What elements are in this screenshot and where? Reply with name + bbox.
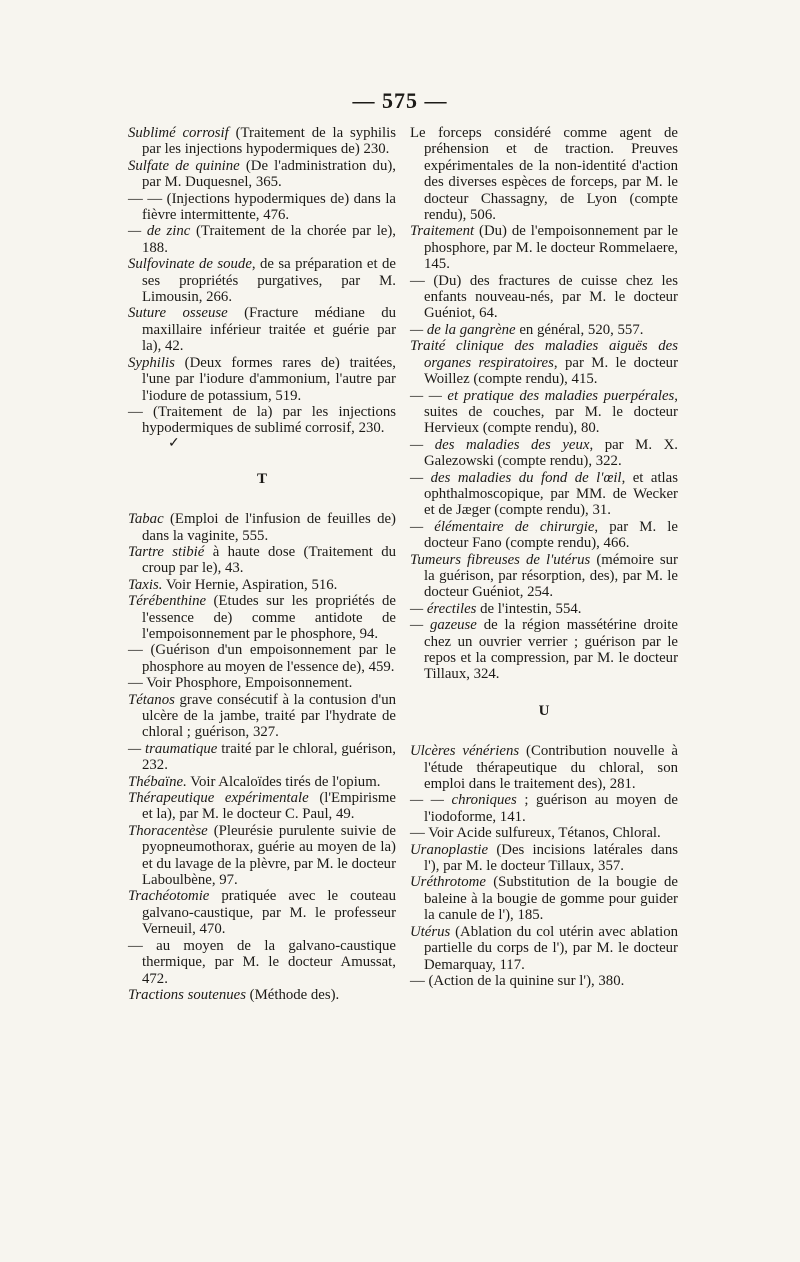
index-entry	[128, 355, 396, 404]
entry-heading: — traumatique	[128, 740, 218, 757]
index-entry	[128, 938, 396, 987]
section-letter-t: T	[256, 470, 267, 487]
index-entry	[410, 842, 678, 875]
entry-text: (Substitution de la bougie de baleine à la bougie de gomme pour guider la canule de l'), 185.	[424, 874, 678, 924]
entry-heading: Syphilis	[128, 354, 175, 371]
index-entry	[410, 552, 678, 601]
index-entry	[410, 617, 678, 683]
left-column	[128, 125, 396, 1003]
index-entry	[410, 322, 678, 338]
index-entry	[410, 973, 678, 989]
entry-text: traité par le chloral, guérison, 232.	[142, 740, 396, 774]
entry-text: Le forceps considéré comme agent de préhension et de traction. Preuves expérimentales de la non-identité d'action des diverses espèces de forceps, par M. le docteur Chassagny, de Lyon (compte rendu), 506.	[410, 125, 678, 224]
entry-heading: Thoracentèse	[128, 822, 208, 839]
index-entry	[410, 437, 678, 470]
entry-text: (Emploi de l'infusion de feuilles de) dans la vaginite, 555.	[142, 511, 396, 544]
index-entry	[128, 888, 396, 937]
entry-text: (De l'administration du), par M. Duquesnel, 365.	[142, 157, 396, 191]
entry-text: de l'intestin, 554.	[476, 600, 582, 617]
entry-text: (Contribution nouvelle à l'étude thérapeutique du chloral, son emploi dans le traitement des), 281.	[424, 743, 678, 793]
entry-text: , par M. X. Galezowski (compte rendu), 322.	[424, 436, 678, 470]
index-entry	[410, 601, 678, 617]
right-column	[410, 125, 678, 989]
index-entry	[410, 388, 678, 437]
index-entry	[128, 158, 396, 191]
index-entry	[128, 823, 396, 889]
index-entry	[410, 338, 678, 387]
entry-heading: Sulfate de quinine	[128, 157, 240, 174]
index-entry	[128, 256, 396, 305]
entry-heading: Tractions soutenues	[128, 986, 246, 1003]
entry-text: (Deux formes rares de) traitées, l'une par l'iodure d'ammonium, l'autre par l'iodure de potassium, 519.	[142, 354, 396, 404]
entry-text: (l'Empirisme et la), par M. le docteur C. Paul, 49.	[142, 790, 396, 823]
right-entries-t	[410, 125, 678, 683]
entry-heading: Thébaïne.	[128, 773, 187, 790]
entry-text: (Du) de l'empoisonnement par le phosphore, par M. le docteur Rommelaere, 145.	[424, 223, 678, 273]
index-entry	[128, 593, 396, 642]
entry-heading: — gazeuse	[410, 617, 477, 634]
index-entry	[128, 191, 396, 224]
entry-text: (Ablation du col utérin avec ablation partielle du corps de l'), par M. le docteur Demarquay, 117.	[424, 923, 678, 973]
index-entry	[410, 125, 678, 223]
entry-heading: Suture osseuse	[128, 305, 228, 322]
index-entry	[128, 692, 396, 741]
entry-text: de la région massétérine droite chez un ouvrier verrier ; guérison par le repos et la compression, par M. le docteur Tillaux, 324.	[424, 617, 678, 683]
entry-heading: — — et pratique des maladies puerpérales	[410, 387, 675, 404]
entry-heading: Tumeurs fibreuses de l'utérus	[410, 551, 591, 568]
entry-heading: — élémentaire de chirurgie	[410, 518, 595, 535]
entry-text: — (Guérison d'un empoisonnement par le phosphore au moyen de l'essence de), 459.	[128, 642, 396, 675]
entry-text: — Voir Phosphore, Empoisonnement.	[128, 675, 353, 692]
entry-heading: Traitement	[410, 223, 475, 240]
entry-heading: — érectiles	[410, 600, 477, 617]
entry-heading: Trachéotomie	[128, 888, 210, 905]
entry-heading: — de zinc	[128, 223, 191, 240]
index-entry	[128, 987, 396, 1003]
handwritten-check-mark: ✓	[168, 435, 180, 451]
entry-heading: Thérapeutique expérimentale	[128, 790, 309, 807]
entry-heading: Uréthrotome	[410, 874, 486, 891]
index-entry	[128, 642, 396, 675]
page-number: — 575 —	[352, 88, 448, 113]
entry-text: (Méthode des).	[245, 986, 340, 1003]
entry-heading: Térébenthine	[128, 593, 207, 610]
index-entry	[410, 924, 678, 973]
entry-text: en général, 520, 557.	[515, 321, 644, 338]
index-entry	[410, 223, 678, 272]
entry-text: , de sa préparation et de ses propriétés purgatives, par M. Limousin, 266.	[142, 256, 396, 306]
entry-text: (Fracture médiane du maxillaire inférieur traitée et guérie par la), 42.	[142, 305, 396, 355]
entry-heading: Traité clinique des maladies aiguës des organes respiratoires	[410, 338, 678, 371]
entry-heading: Tabac	[128, 511, 164, 528]
index-entry	[128, 544, 396, 577]
entry-heading: Utérus	[410, 923, 451, 940]
entry-heading: — des maladies du fond de l'œil	[410, 469, 622, 486]
right-entries-u	[410, 743, 678, 989]
index-entry	[410, 470, 678, 519]
index-entry	[410, 825, 678, 841]
index-entry	[128, 774, 396, 790]
entry-text: — (Du) des fractures de cuisse chez les enfants nouveau-nés, par M. le docteur Guéniot, 64.	[410, 272, 678, 322]
index-entry	[128, 790, 396, 823]
index-entry	[410, 792, 678, 825]
entry-heading: Sublimé corrosif	[128, 125, 229, 141]
index-entry	[128, 223, 396, 256]
entry-text: grave consécutif à la contusion d'un ulcère de la jambe, traité par l'hydrate de chloral ; guérison, 327.	[142, 691, 396, 741]
index-entry	[410, 874, 678, 923]
entry-text: (Des incisions latérales dans l'), par M. le docteur Tillaux, 357.	[424, 841, 678, 875]
entry-text: Voir Hernie, Aspiration, 516.	[162, 576, 338, 593]
entry-heading: Tartre stibié	[128, 543, 205, 560]
entry-text: (Etudes sur les propriétés de l'essence de) comme antidote de l'empoisonnement par le phosphore, 94.	[142, 593, 396, 642]
entry-text: (mémoire sur la guérison, par résorption, des), par M. le docteur Guéniot, 254.	[424, 551, 678, 601]
entry-text: à haute dose (Traitement du croup par le), 43.	[142, 543, 396, 577]
left-entries-t	[128, 511, 396, 1003]
index-entry	[128, 741, 396, 774]
entry-text: (Traitement de la chorée par le), 188.	[142, 223, 396, 256]
index-entry	[410, 519, 678, 552]
entry-text: , par M. le docteur Fano (compte rendu), 466.	[424, 518, 678, 552]
section-letter-u: U	[538, 702, 550, 719]
entry-text: — (Action de la quinine sur l'), 380.	[410, 972, 625, 989]
entry-text: — — (Injections hypodermiques de) dans la fièvre intermittente, 476.	[128, 190, 396, 224]
entry-text: (Pleurésie purulente suivie de pyopneumothorax, guérie au moyen de la) et du lavage de la plèvre, par M. le docteur Laboulbène, 97.	[142, 822, 396, 889]
entry-text: — au moyen de la galvano-caustique thermique, par M. le docteur Amussat, 472.	[128, 937, 396, 987]
entry-text: — (Traitement de la) par les injections hypodermiques de sublimé corrosif, 230.	[128, 403, 396, 437]
index-entry	[410, 273, 678, 322]
entry-text: , par M. le docteur Woillez (compte rendu), 415.	[424, 354, 678, 388]
index-entry	[128, 404, 396, 437]
entry-heading: — des maladies des yeux	[410, 436, 590, 453]
entry-text: , et atlas ophthalmoscopique, par MM. de Wecker et de Jæger (compte rendu), 31.	[424, 469, 678, 519]
entry-text: pratiquée avec le couteau galvano-caustique, par M. le professeur Verneuil, 470.	[142, 888, 396, 938]
entry-heading: Tétanos	[128, 691, 175, 708]
entry-heading: — de la gangrène	[410, 321, 516, 338]
index-entry	[128, 305, 396, 354]
index-entry	[410, 743, 678, 792]
entry-heading: Taxis.	[128, 576, 163, 593]
index-entry	[128, 511, 396, 544]
entry-text: Voir Alcaloïdes tirés de l'opium.	[186, 773, 381, 790]
left-entries-s	[128, 125, 396, 437]
entry-heading: Sulfovinate de soude	[128, 256, 252, 273]
entry-heading: — — chroniques	[410, 792, 517, 809]
index-entry	[128, 577, 396, 593]
entry-heading: Ulcères vénériens	[410, 743, 520, 760]
entry-heading: Uranoplastie	[410, 841, 489, 858]
entry-text: — Voir Acide sulfureux, Tétanos, Chloral.	[410, 825, 661, 842]
entry-text: ; guérison au moyen de l'iodoforme, 141.	[424, 792, 678, 825]
entry-text: , suites de couches, par M. le docteur Hervieux (compte rendu), 80.	[424, 387, 678, 437]
index-entry	[128, 125, 396, 158]
entry-text: (Traitement de la syphilis par les injections hypodermiques de) 230.	[142, 125, 397, 158]
index-entry	[128, 675, 396, 691]
